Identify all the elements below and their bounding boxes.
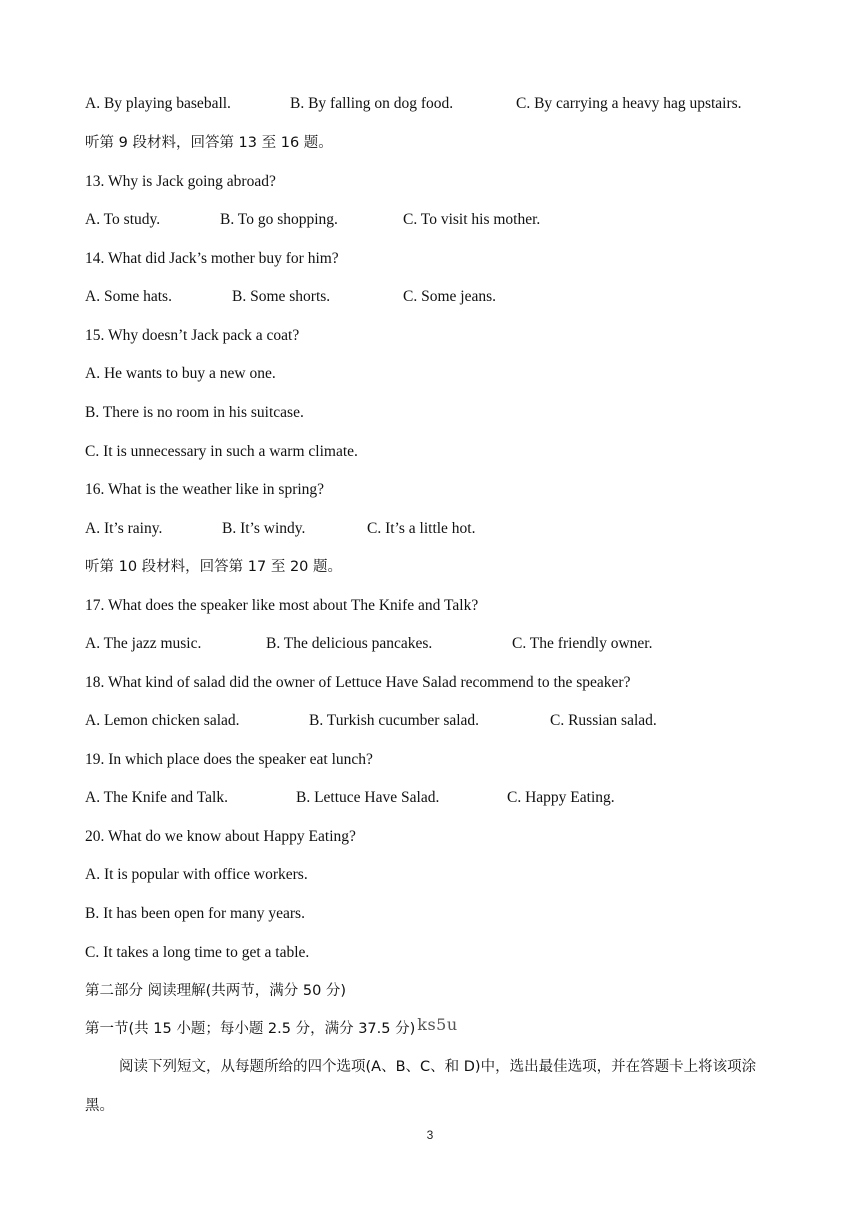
option-c: C. Happy Eating.: [507, 789, 615, 806]
option-b: B. There is no room in his suitcase.: [85, 404, 304, 421]
option-b: B. By falling on dog food.: [290, 95, 454, 112]
option-c: C. To visit his mother.: [403, 211, 541, 228]
q18-options: [85, 711, 785, 731]
option-a: A. Some hats.: [85, 288, 172, 305]
option-a: A. It is popular with office workers.: [85, 866, 308, 883]
q14-options: [85, 287, 785, 307]
section-title: 第一节(共 15 小题；每小题 2.5 分，满分 37.5 分): [85, 1021, 416, 1037]
ks5u-logo: ks5u: [417, 1015, 458, 1034]
option-b: B. To go shopping.: [220, 211, 338, 228]
section-intro: 听第 10 段材料，回答第 17 至 20 题。: [85, 559, 343, 575]
option-c: C. Some jeans.: [403, 288, 496, 305]
part-title: 第二部分 阅读理解(共两节，满分 50 分): [85, 983, 347, 999]
section-title-row: [85, 1015, 458, 1039]
option-c: C. It’s a little hot.: [367, 520, 476, 537]
q12-options: [85, 94, 785, 114]
section-intro: 听第 9 段材料，回答第 13 至 16 题。: [85, 135, 333, 151]
question-stem: 13. Why is Jack going abroad?: [85, 173, 276, 190]
option-a: A. It’s rainy.: [85, 520, 163, 537]
option-a: A. He wants to buy a new one.: [85, 365, 276, 382]
question-stem: 16. What is the weather like in spring?: [85, 481, 325, 498]
instructions-paragraph: 阅读下列短文，从每题所给的四个选项(A、B、C、和 D)中，选出最佳选项，并在答题卡上将该项涂黑。: [85, 1059, 757, 1114]
question-stem: 14. What did Jack’s mother buy for him?: [85, 250, 339, 267]
question-stem: 18. What kind of salad did the owner of Lettuce Have Salad recommend to the speaker?: [85, 674, 631, 691]
option-c: C. Russian salad.: [550, 712, 657, 729]
option-a: A. To study.: [85, 211, 161, 228]
option-c: C. It takes a long time to get a table.: [85, 944, 310, 961]
option-b: B. Lettuce Have Salad.: [296, 789, 440, 806]
option-a: A. The Knife and Talk.: [85, 789, 228, 806]
option-a: A. Lemon chicken salad.: [85, 712, 240, 729]
option-b: B. It has been open for many years.: [85, 905, 305, 922]
option-a: A. By playing baseball.: [85, 95, 231, 112]
option-b: B. Turkish cucumber salad.: [309, 712, 480, 729]
question-stem: 20. What do we know about Happy Eating?: [85, 828, 356, 845]
question-stem: 15. Why doesn’t Jack pack a coat?: [85, 327, 300, 344]
option-a: A. The jazz music.: [85, 635, 202, 652]
option-c: C. The friendly owner.: [512, 635, 653, 652]
option-b: B. It’s windy.: [222, 520, 306, 537]
q17-options: [85, 634, 785, 654]
option-b: B. The delicious pancakes.: [266, 635, 433, 652]
q16-options: [85, 519, 785, 539]
page-number: 3: [426, 1128, 434, 1142]
option-c: C. By carrying a heavy hag upstairs.: [516, 95, 742, 112]
question-stem: 19. In which place does the speaker eat lunch?: [85, 751, 373, 768]
option-b: B. Some shorts.: [232, 288, 331, 305]
q19-options: [85, 788, 785, 808]
q13-options: [85, 210, 785, 230]
question-stem: 17. What does the speaker like most about The Knife and Talk?: [85, 597, 479, 614]
option-c: C. It is unnecessary in such a warm climate.: [85, 443, 358, 460]
